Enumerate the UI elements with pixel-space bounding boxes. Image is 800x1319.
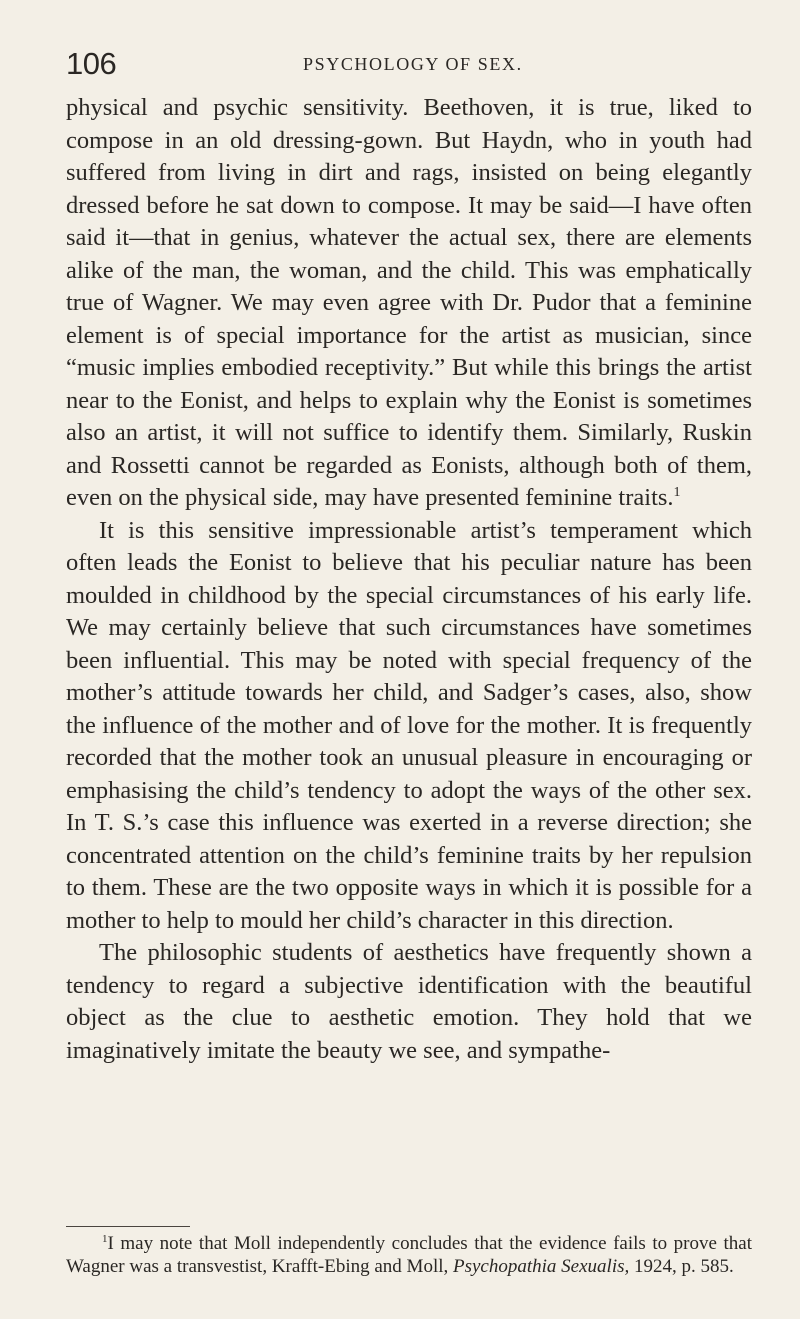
paragraph-2: It is this sensitive impressionable artist’s temperament which often leads the Eonist to believe that his peculiar nature has been moulded in childhood by the special circumstances of his early life. We may certainly believe that such circumstances have sometimes been influential. This may be noted with special frequency of the mother’s attitude towards her child, and Sadger’s cases, also, show the influence of the mother and of love for the mother. It is frequently recorded that the mother took an unusual pleasure in encouraging or emphasising the child’s tendency to adopt the ways of the other sex. In T. S.’s case this influence was exerted in a reverse direction; she concentrated attention on the child’s feminine traits by her repulsion to them. These are the two opposite ways in which it is possible for a mother to help to mould her child’s character in this direction.	[66, 516, 752, 934]
paragraph-3: The philosophic students of aesthetics have frequently shown a tendency to regard a subjective identification with the beautiful object as the clue to aesthetic emotion. They hold that we imaginatively imitate the beauty we see, and sympathe-	[66, 939, 752, 1064]
running-title: PSYCHOLOGY OF SEX.	[303, 54, 523, 74]
footnote-rule	[66, 1226, 190, 1227]
paragraph-1-text: physical and psychic sensitivity. Beethoven, it is true, liked to compose in an old dressing-gown. But Haydn, who in youth had suffered from living in dirt and rags, insisted on being elegantly dressed before he sat down to compose. It may be said—I have often said it—that in genius, whatever the actual sex, there are elements alike of the man, the woman, and the child. This was emphatically true of Wagner. We may even agree with Dr. Pudor that a feminine element is of special importance for the artist as musician, since “music implies embodied receptivity.” But while this brings the artist near to the Eonist, and helps to explain why the Eonist is sometimes also an artist, it will not suffice to identify them. Similarly, Ruskin and Rossetti cannot be regarded as Eonists, although both of them, even on the physical side, may have presented feminine traits.	[66, 94, 752, 511]
footnote-reference: 1	[673, 485, 681, 500]
paragraph-1	[66, 92, 752, 515]
footnote	[66, 1232, 752, 1278]
footnote-text-b: 1924, p. 585.	[629, 1256, 734, 1277]
footnote-mark: 1	[102, 1233, 108, 1245]
footnote-text-a: I may note that Moll independently concludes that the evidence fails to prove that Wagner was a transvestist, Krafft-Ebing and Moll,	[66, 1233, 752, 1277]
body-text	[66, 92, 752, 1067]
footnote-book-title: Psychopathia Sexualis,	[453, 1256, 630, 1277]
running-head	[66, 44, 752, 84]
page-number: 106	[66, 46, 117, 81]
footnote-paragraph	[66, 1232, 752, 1278]
